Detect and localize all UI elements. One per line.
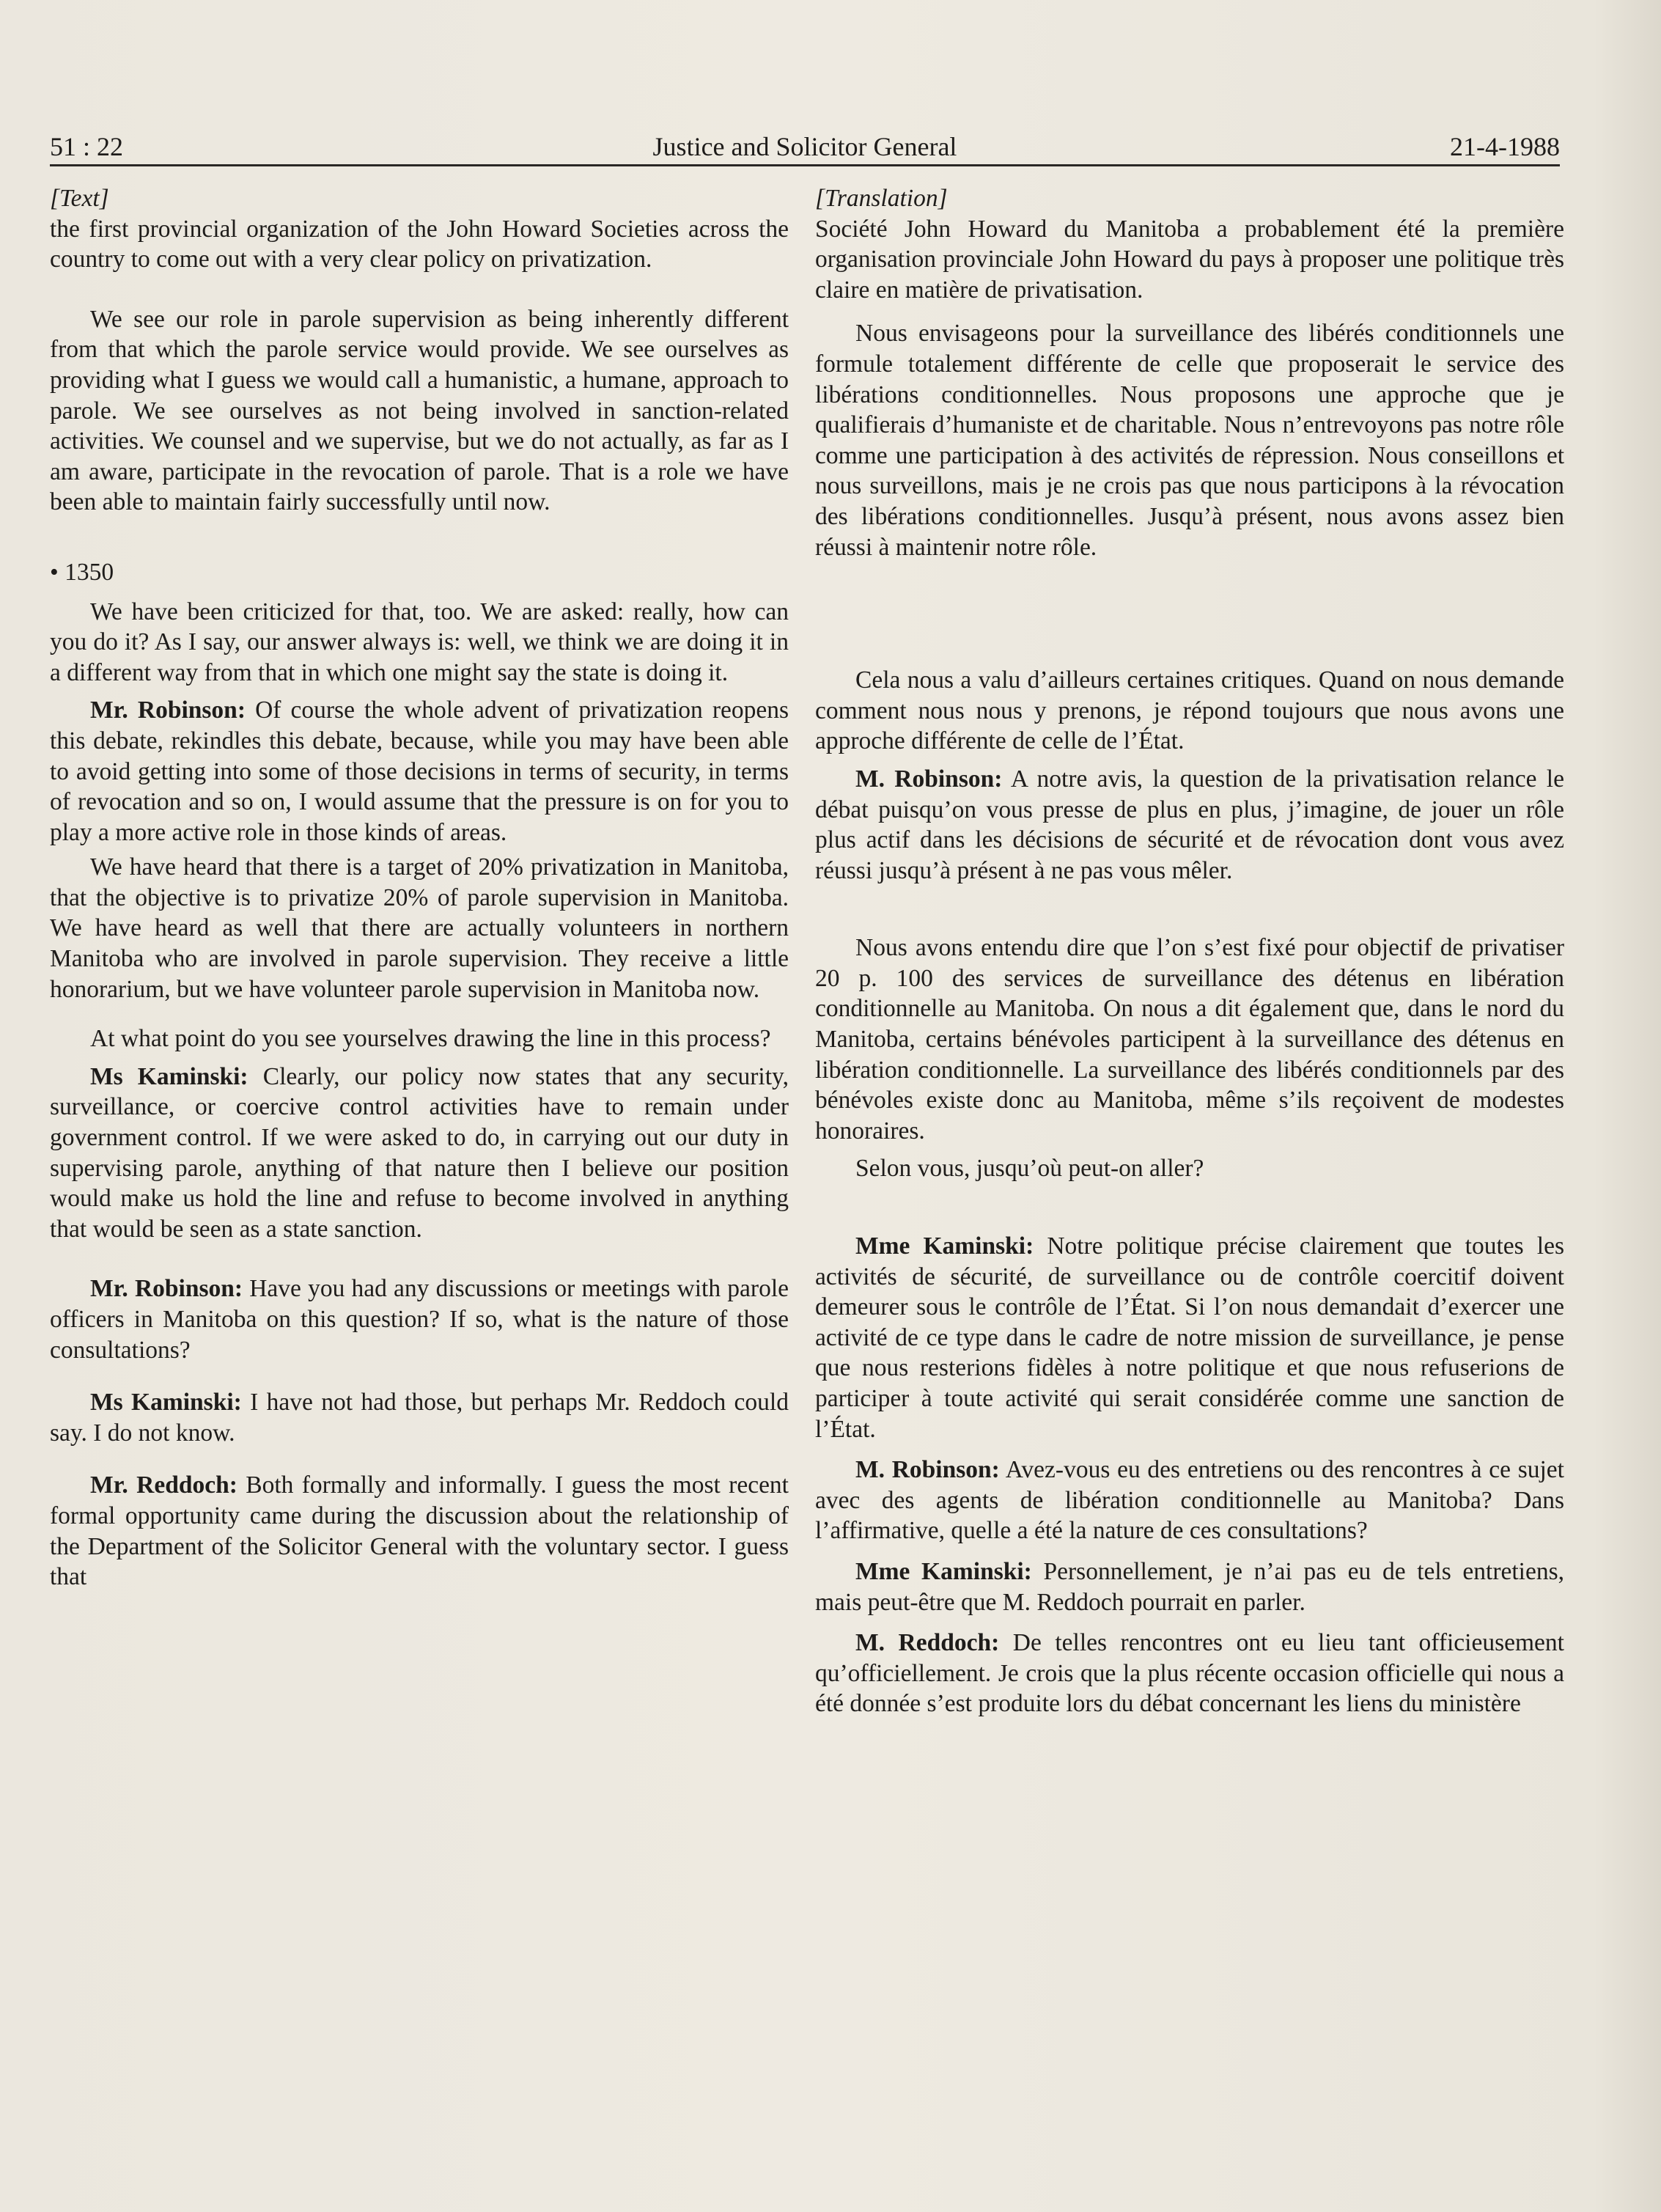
speaker-name: Mr. Reddoch: [90,1471,237,1499]
running-title: Justice and Solicitor General [652,132,957,161]
speaker-paragraph [815,764,1564,886]
speaker-paragraph [50,1387,789,1448]
paragraph: We have been criticized for that, too. We are asked: really, how can you do it? As I say, our answer always is: well, we think we are doing it in a different way from that in which one might say the state is doing it. [50,598,789,686]
paragraph: At what point do you see yourselves drawing the line in this process? [90,1025,771,1053]
speech-text: Of course the whole advent of privatization reopens this debate, rekindles this debate, because, while you may have been able to avoid getting into some of those decisions in terms of security, in terms of revocation and so on, I would assume that the pressure is on for you to play a more active role in those kinds of areas. [50,697,789,846]
speaker-name: M. Reddoch: [855,1629,1000,1657]
speech-text: A notre avis, la question de la privatisation relance le débat puisqu’on vous presse de plus en plus, j’imagine, de jouer un rôle plus actif dans les décisions de sécurité et de révocation dont vous avez réussi jusqu’à présent à ne pas vous mêler. [815,765,1564,884]
speaker-paragraph [815,1455,1564,1546]
speaker-paragraph [815,1231,1564,1444]
french-column [815,183,1564,1719]
speaker-paragraph [815,1557,1564,1617]
paragraph: We see our role in parole supervision as being inherently different from that which the parole service would provide. We see ourselves as providing what I guess we would call a humanistic, a humane, approach to parole. We see ourselves as not being involved in sanction-related activities. We counsel and we supervise, but we do not actually, as far as I am aware, participate in the revocation of parole. That is a role we have been able to maintain fairly successfully until now. [50,305,789,516]
speaker-paragraph [50,1470,789,1592]
speaker-paragraph [815,1628,1564,1719]
speaker-name: M. Robinson: [855,1456,1000,1484]
english-column [50,183,789,1592]
paragraph: the first provincial organization of the John Howard Societies across the country to come out with a very clear policy on privatization. [50,215,789,273]
page-number: 51 : 22 [50,132,124,161]
speech-text: Avez-vous eu des entretiens ou des rencontres à ce sujet avec des agents de libération conditionnelle au Manitoba? Dans l’affirmative, quelle a été la nature de ces consultations? [815,1456,1564,1545]
paragraph: Société John Howard du Manitoba a probablement été la première organisation provinciale John Howard du pays à proposer une politique très claire en matière de privatisation. [815,215,1564,304]
paragraph: We have heard that there is a target of 20% privatization in Manitoba, that the objective is to privatize 20% of parole supervision in Manitoba. We have heard as well that there are actually volunteers in northern Manitoba who are involved in parole supervision. They receive a little honorarium, but we have volunteer parole supervision in Manitoba now. [50,853,789,1003]
paragraph: Cela nous a valu d’ailleurs certaines critiques. Quand on nous demande comment nous nous y prenons, je répond toujours que nous avons une approche différente de celle de l’État. [815,666,1564,755]
speech-text: Both formally and informally. I guess the most recent formal opportunity came during the discussion about the relationship of the Department of the Solicitor General with the voluntary sector. I guess that [50,1471,789,1591]
speaker-paragraph [50,695,789,848]
speech-text: Personnellement, je n’ai pas eu de tels entretiens, mais peut-être que M. Reddoch pourrait en parler. [815,1557,1564,1616]
paragraph: Nous envisageons pour la surveillance des libérés conditionnels une formule totalement différente de celle que proposerait le service des libérations conditionnelles. Nous proposons une approche que je qualifierais d’humaniste et de charitable. Nous n’entrevoyons pas notre rôle comme une participation à des activités de répression. Nous conseillons et nous surveillons, mais je ne crois pas que nous participons à la révocation des libérations conditionnelles. Jusqu’à présent, nous avons assez bien réussi à maintenir notre rôle. [815,320,1564,561]
speech-text: Notre politique précise clairement que toutes les activités de sécurité, de surveillance ou de contrôle coercitif doivent demeurer sous le contrôle de l’État. Si l’on nous demandait d’exercer une activité de ce type dans le cadre de notre mission de surveillance, je pense que nous resterions fidèles à notre politique et que nous refuserions de participer à toute activité qui serait considérée comme une sanction de l’État. [815,1232,1564,1443]
speech-text: Clearly, our policy now states that any security, surveillance, or coercive control activities have to remain under government control. If we were asked to do, in carrying out our duty in supervising parole, anything of that nature then I believe our position would make us hold the line and refuse to become involved in anything that would be seen as a state sanction. [50,1062,789,1243]
speech-text: I have not had those, but perhaps Mr. Reddoch could say. I do not know. [50,1389,789,1447]
time-stamp: • 1350 [50,558,114,586]
paragraph: Selon vous, jusqu’où peut-on aller? [855,1155,1204,1183]
speaker-name: Mr. Robinson: [90,1275,243,1303]
speaker-paragraph [50,1274,789,1365]
speaker-name: Mr. Robinson: [90,697,246,724]
speaker-name: M. Robinson: [855,765,1003,793]
speaker-name: Mme Kaminski: [855,1232,1034,1260]
speech-text: De telles rencontres ont eu lieu tant officieusement qu’officiellement. Je crois que la plus récente occasion officielle qui nous a été donnée s’est produite lors du débat concernant les liens du ministère [815,1629,1564,1718]
paragraph: Nous avons entendu dire que l’on s’est fixé pour objectif de privatiser 20 p. 100 des services de surveillance des détenus en libération conditionnelle au Manitoba. On nous a dit également que, dans le nord du Manitoba, certains bénévoles participent à la surveillance des détenus en libération conditionnelle. La surveillance des libérés conditionnels par des bénévoles existe donc au Manitoba, même s’ils reçoivent de modestes honoraires. [815,934,1564,1144]
speaker-name: Mme Kaminski: [855,1557,1032,1585]
header-date: 21-4-1988 [1450,132,1560,161]
speaker-paragraph [50,1062,789,1245]
text-marker: [Text] [50,185,109,212]
speech-text: Have you had any discussions or meetings with parole officers in Manitoba on this question? If so, what is the nature of those consultations? [50,1275,789,1364]
translation-marker: [Translation] [815,185,948,212]
speaker-name: Ms Kaminski: [90,1062,248,1090]
page-header [50,129,1560,166]
speaker-name: Ms Kaminski: [90,1389,242,1417]
